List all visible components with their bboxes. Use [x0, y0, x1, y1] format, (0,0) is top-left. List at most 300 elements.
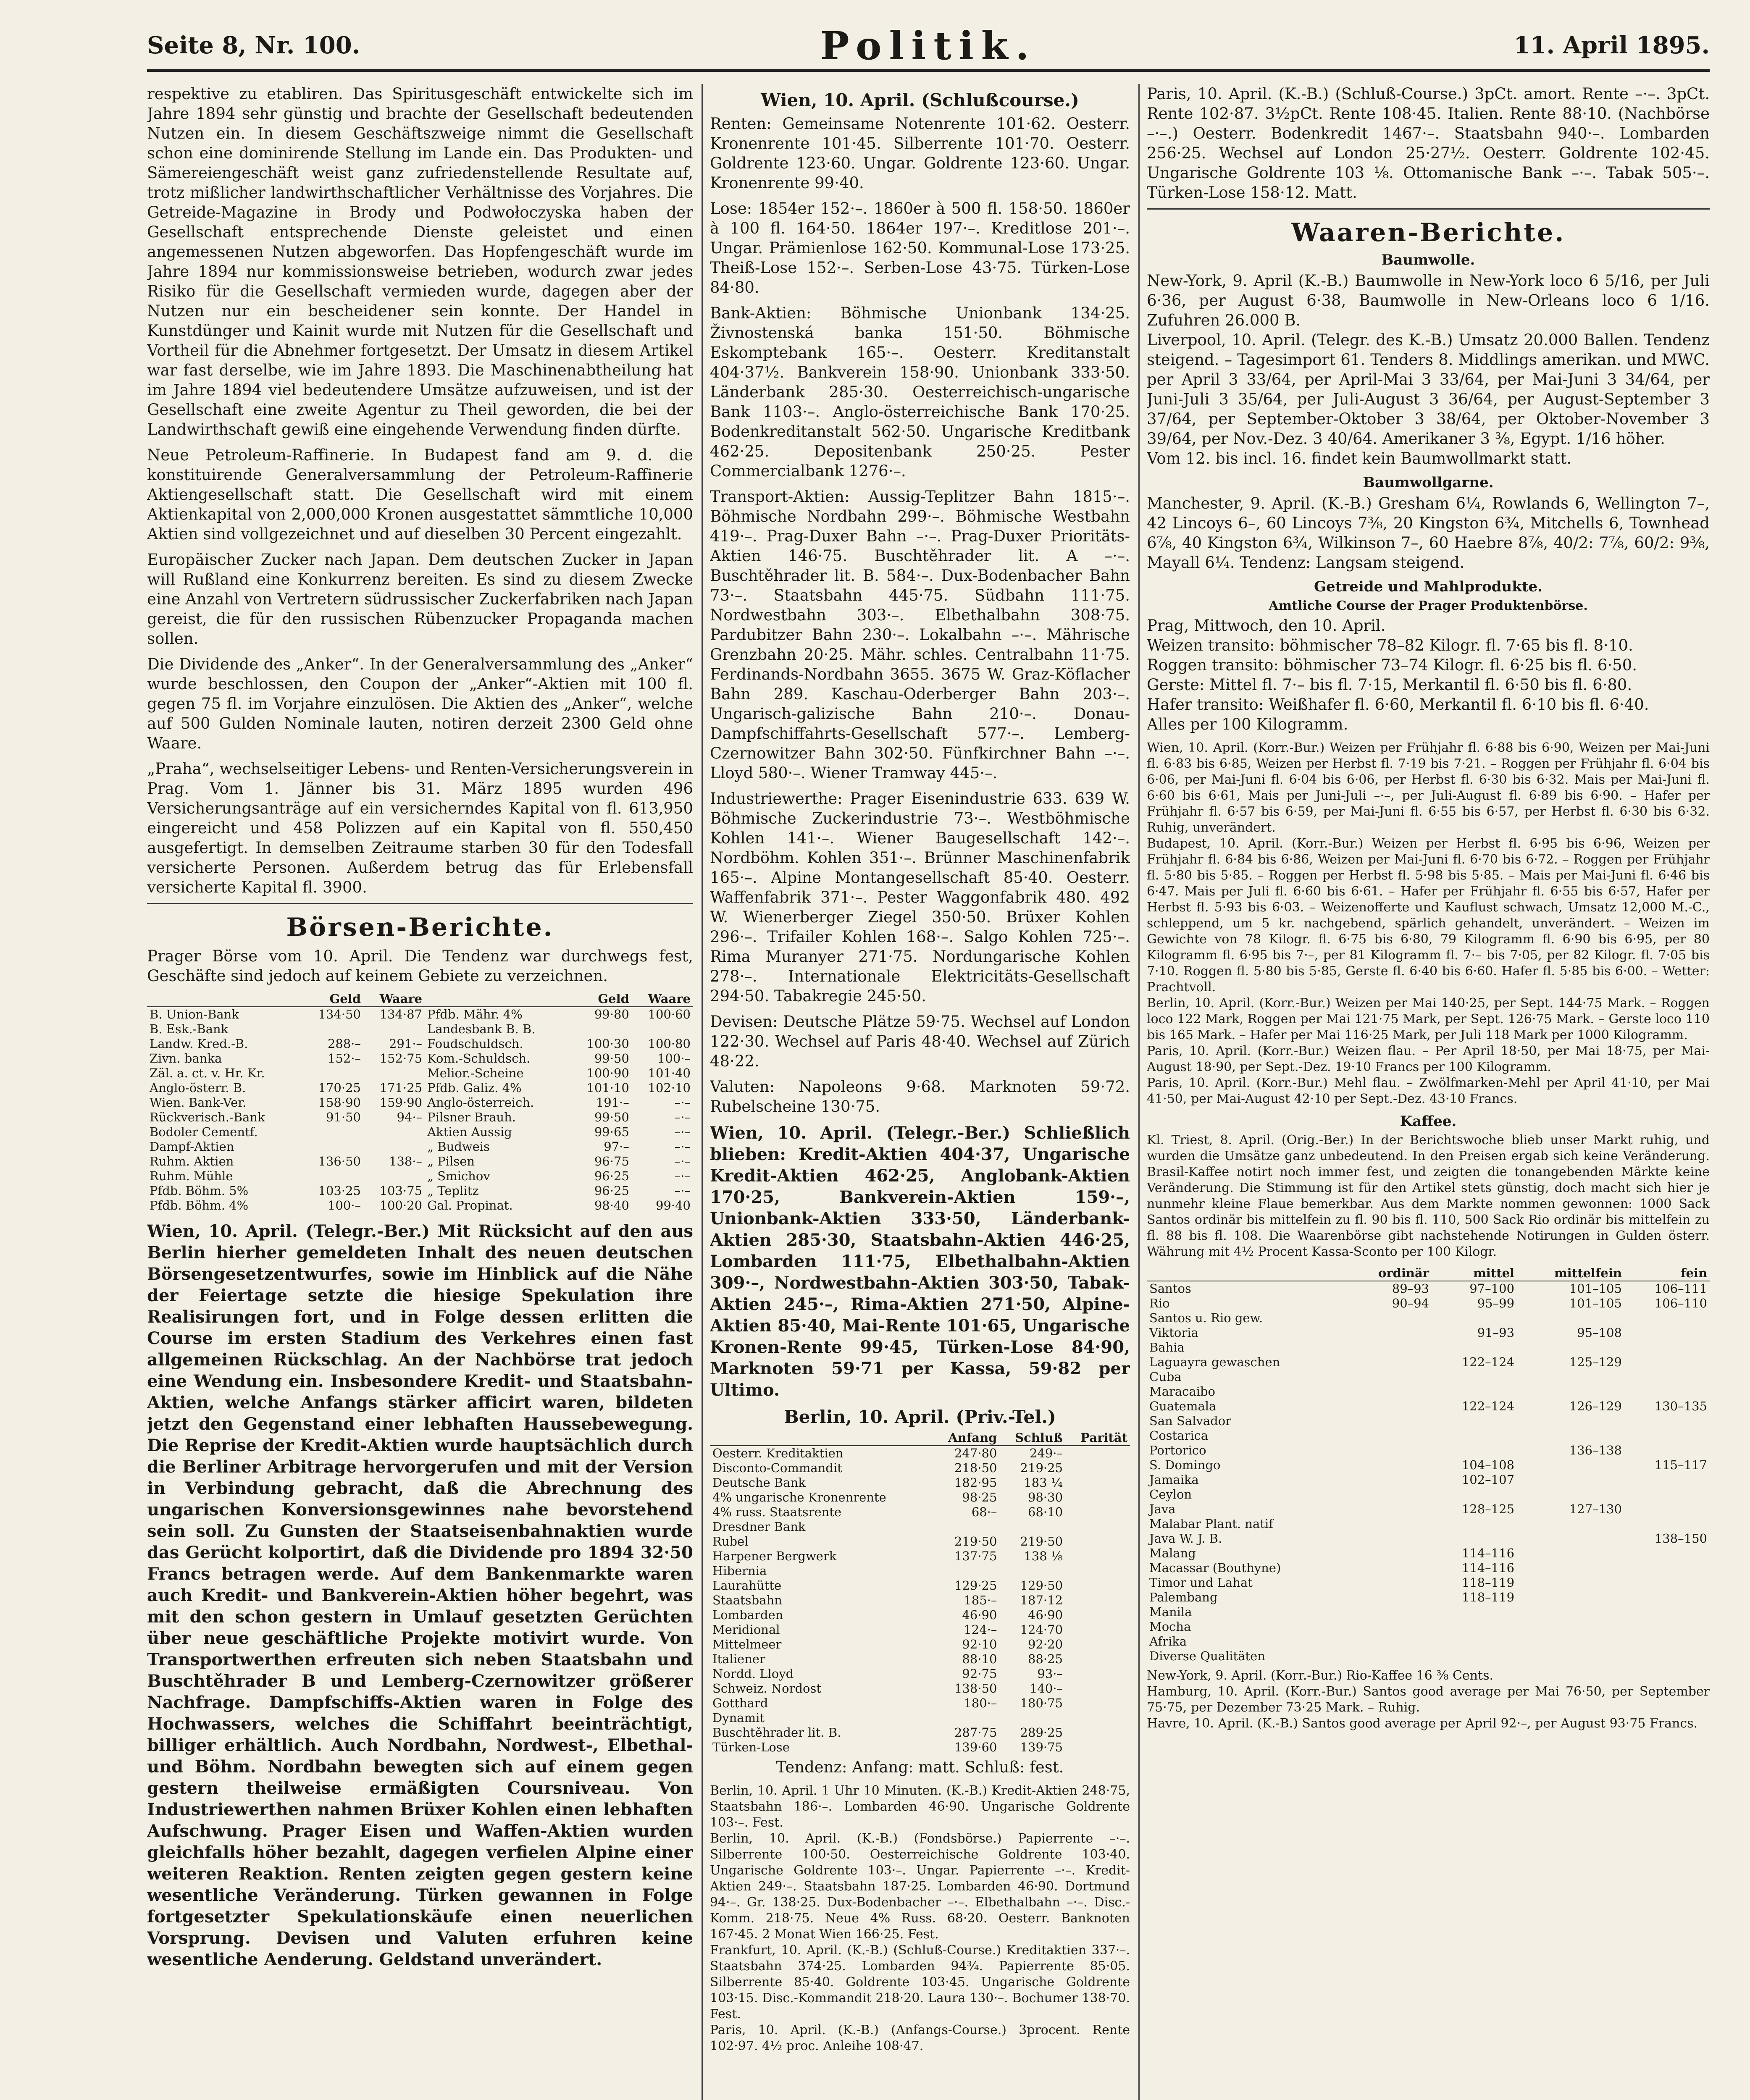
table-cell — [1432, 1443, 1517, 1458]
table-cell: Santos — [1149, 1281, 1191, 1296]
table-cell: 289·25 — [1020, 1725, 1063, 1740]
table-cell: 4% russ. Staatsrente — [712, 1505, 842, 1519]
table-cell: Deutsche Bank — [712, 1475, 806, 1490]
table-cell: Buschtěhrader lit. B. — [712, 1725, 841, 1740]
prague-produce-report: Prag, Mittwoch, den 10. April. Weizen transito: böhmischer 78–82 Kilogr. fl. 7·65 bis fl. 8·10. Roggen transito: böhmischer 73–74 Kilogr. fl. 6·25 bis fl. 6·50. Gerste: Mittel fl. 7·– bis fl. 7·15, Merkantil fl. 6·50 bis fl. 6·80. Hafer transito: Weißhafer fl. 6·60, Merkantil fl. 6·10 bis fl. 6·40. Alles per 100 Kilogramm. — [1147, 617, 1649, 733]
section-divider — [1147, 208, 1710, 210]
page-header — [147, 23, 1710, 72]
table-cell: 138–150 — [1654, 1531, 1707, 1546]
table-cell: 152·75 — [379, 1051, 423, 1066]
table-cell: 128–125 — [1461, 1502, 1515, 1516]
table-cell: B. Union-Bank — [150, 1007, 239, 1021]
table-cell — [1517, 1620, 1624, 1634]
table-cell: 134·50 — [318, 1007, 361, 1021]
berlin-row — [710, 1505, 1130, 1520]
column-header: Anfang — [933, 1431, 1000, 1446]
table-cell — [1065, 1608, 1130, 1622]
trieste-coffee-report: Kl. Triest, 8. April. (Orig.-Ber.) In der Berichtswoche blieb unser Markt ruhig, und wurden die Umsätze ganz unbedeutend. In den Preisen ergab sich keine Veränderung. Brasil-Kaffee notirt noch immer fest, und zeigten die tonangebenden Märkte keine Veränderung. Die Stimmung ist für den Artikel stets günstig, doch macht sich hier je nunmehr kleine Flaue bemerkbar. Aus dem Markte nommen gewonnen: 1000 Sack Santos ordinär bis mittelfein zu fl. 90 bis fl. 110, 500 Sack Rio ordinär bis mittelfein zu fl. 88 bis fl. 108. Die Waarenbörse gibt nachstehende Notirungen in Gulden österr. Währung mit 4½ Procent Kassa-Sconto per 100 Kilogr. — [1147, 1133, 1710, 1259]
table-cell: Dynamit — [712, 1711, 765, 1725]
table-cell: Anglo-österreich. — [427, 1095, 534, 1110]
berlin-row — [710, 1520, 1130, 1534]
table-cell — [1517, 1340, 1624, 1355]
prague-bourse-row — [147, 1066, 693, 1081]
table-cell — [1517, 1649, 1624, 1664]
table-cell: 247·80 — [954, 1446, 997, 1460]
column-header — [710, 1431, 933, 1446]
table-cell — [1624, 1546, 1710, 1561]
table-cell — [1349, 1326, 1432, 1340]
table-cell — [1517, 1575, 1624, 1590]
berlin-row — [710, 1725, 1130, 1740]
valuten-paragraph: Valuten: Napoleons 9·68. Marknoten 59·72. Rubelscheine 130·75. — [710, 1078, 1130, 1116]
coffee-row — [1147, 1590, 1710, 1605]
table-cell: 100·80 — [648, 1037, 691, 1051]
prague-bourse-intro: Prager Börse vom 10. April. Die Tendenz war durchwegs fest, Geschäfte sind jedoch auf keinem Gebiete zu verzeichnen. — [147, 947, 693, 985]
table-cell — [1349, 1311, 1432, 1326]
table-cell: 100·30 — [586, 1037, 629, 1051]
coffee-row — [1147, 1561, 1710, 1575]
table-cell: 152·– — [327, 1051, 361, 1066]
table-cell — [570, 1022, 632, 1037]
section-title: Politik. — [820, 23, 1037, 68]
table-cell: 92·10 — [962, 1637, 997, 1651]
prague-bourse-row — [147, 1139, 693, 1154]
table-cell — [1432, 1620, 1517, 1634]
table-cell: Rio — [1149, 1296, 1170, 1310]
column-header — [147, 992, 302, 1007]
column-header: Waare — [363, 992, 425, 1007]
table-cell: 136·50 — [318, 1154, 361, 1168]
table-cell: –·– — [674, 1154, 691, 1168]
table-cell — [1065, 1711, 1130, 1725]
table-cell — [1432, 1370, 1517, 1384]
table-cell — [363, 1169, 425, 1184]
table-cell: 125–129 — [1569, 1355, 1622, 1369]
column-header: fein — [1624, 1266, 1710, 1281]
table-cell: Macassar (Bouthyne) — [1149, 1561, 1281, 1575]
table-cell — [1349, 1634, 1432, 1649]
table-cell: 114–116 — [1461, 1546, 1515, 1560]
table-cell: Santos u. Rio gew. — [1149, 1311, 1263, 1325]
table-cell — [999, 1564, 1065, 1578]
table-cell: Bahia — [1149, 1340, 1185, 1354]
berlin-row — [710, 1608, 1130, 1622]
table-cell — [302, 1169, 363, 1184]
table-cell: 138·50 — [954, 1681, 997, 1696]
berlin-tendency: Tendenz: Anfang: matt. Schluß: fest. — [776, 1758, 1064, 1776]
table-cell — [1432, 1487, 1517, 1502]
table-cell — [1517, 1634, 1624, 1649]
coffee-row — [1147, 1340, 1710, 1355]
official-prices-heading: Amtliche Course der Prager Produktenbörse. — [1269, 598, 1588, 613]
table-cell — [1065, 1461, 1130, 1475]
table-cell: 183 ¼ — [1024, 1475, 1063, 1490]
berlin-row — [710, 1667, 1130, 1681]
table-cell: Malabar Plant. natif — [1149, 1517, 1273, 1531]
coffee-row — [1147, 1311, 1710, 1326]
berlin-title: Berlin, 10. April. (Priv.-Tel.) — [784, 1407, 1056, 1427]
table-cell: 101·40 — [648, 1066, 691, 1080]
table-cell: –·– — [674, 1095, 691, 1110]
table-cell — [1432, 1340, 1517, 1355]
table-cell — [1432, 1517, 1517, 1531]
foreign-bourse-reports: Berlin, 10. April. 1 Uhr 10 Minuten. (K.-B.) Kredit-Aktien 248·75, Staatsbahn 186·–. Lombarden 46·90. Ungarische Goldrente 103·–. Fest. Berlin, 10. April. (K.-B.) (Fondsbörse.) Papierrente –·–. Silberrente 100·50. Oesterreichische Goldrente 103·40. Ungarische Goldrente 103·–. Ungar. Papierrente –·–. Kredit-Aktien 249·–. Staatsbahn 187·25. Lombarden 46·90. Dortmund 94·–. Gr. 138·25. Dux-Bodenbacher –·–. Elbethalbahn –·–. Disc.-Komm. 218·75. Neue 4% Russ. 68·20. Oesterr. Banknoten 167·45. 2 Monat Wien 166·25. Fest. Frankfurt, 10. April. (K.-B.) (Schluß-Course.) Kreditaktien 337·–. Staatsbahn 374·25. Lombarden 94¾. Papierrente 85·05. Silberrente 85·40. Goldrente 103·45. Ungarische Goldrente 103·15. Disc.-Kommandit 218·20. Laura 130·–. Bochumer 138·70. Fest. Paris, 10. April. (K.-B.) (Anfangs-Course.) 3procent. Rente 102·97. 4½ proc. Anleihe 108·47. — [710, 1783, 1130, 2053]
table-cell: 4% ungarische Kronenrente — [712, 1490, 886, 1504]
table-cell — [1065, 1622, 1130, 1637]
table-cell — [1432, 1311, 1517, 1326]
prague-bourse-row — [147, 1051, 693, 1066]
table-cell — [1349, 1355, 1432, 1370]
table-cell: Diverse Qualitäten — [1149, 1649, 1265, 1663]
berlin-row — [710, 1696, 1130, 1711]
table-cell — [1065, 1534, 1130, 1549]
column-1 — [147, 84, 693, 2100]
coffee-row — [1147, 1384, 1710, 1399]
table-cell — [1065, 1637, 1130, 1652]
bourse-reports-title: Börsen-Berichte. — [286, 913, 554, 942]
coffee-row — [1147, 1399, 1710, 1414]
table-cell: Timor und Lahat — [1149, 1575, 1253, 1590]
table-cell — [1517, 1517, 1624, 1531]
table-cell — [363, 1066, 425, 1081]
table-cell: Ruhm. Aktien — [150, 1154, 234, 1168]
table-cell: 118–119 — [1461, 1590, 1515, 1604]
table-cell: 158·90 — [318, 1095, 361, 1110]
column-2 — [710, 84, 1130, 2100]
table-cell: 95–108 — [1577, 1326, 1622, 1340]
table-cell: 137·75 — [954, 1549, 997, 1563]
table-cell: 98·25 — [962, 1490, 997, 1504]
table-cell — [1624, 1311, 1710, 1326]
column-header: Geld — [302, 992, 363, 1007]
prague-bourse-table — [147, 992, 693, 1213]
table-cell: 187·12 — [1020, 1593, 1063, 1607]
table-cell: 159·90 — [379, 1095, 423, 1110]
article-paragraph: Die Dividende des „Anker“. In der Generalversammlung des „Anker“ wurde beschlossen, den Coupon der „Anker“-Aktien mit 100 fl. gegen 75 fl. im Vorjahre einzulösen. Die Aktien des „Anker“, welche auf 500 Gulden Nominale lauten, notiren derzeit 2300 Geld ohne Waare. — [147, 655, 693, 752]
cotton-report: New-York, 9. April (K.-B.) Baumwolle in New-York loco 6 5/16, per Juli 6·36, per August 6·38, Baumwolle in New-Orleans loco 6 1/16. Zufuhren 26.000 B. Liverpool, 10. April. (Telegr. des K.-B.) Umsatz 20.000 Ballen. Tendenz steigend. – Tagesimport 61. Tenders 8. Middlings amerikan. und MWC. per April 3 33/64, per April-Mai 3 33/64, per Mai-Juni 3 34/64, per Juni-Juli 3 35/64, per Juli-August 3 36/64, per August-September 3 37/64, per September-Oktober 3 38/64, per Oktober-November 3 39/64, per Nov.-Dez. 3 40/64. Amerikaner 3 ⅜, Egypt. 1/16 höher. Vom 12. bis incl. 16. findet kein Baumwollmarkt statt. — [1147, 272, 1710, 467]
table-cell: 291·– — [389, 1037, 423, 1051]
table-cell: Maracaibo — [1149, 1384, 1215, 1399]
table-cell: Java — [1149, 1502, 1176, 1516]
table-cell — [1349, 1399, 1432, 1414]
table-cell — [1349, 1590, 1432, 1605]
table-cell — [1624, 1575, 1710, 1590]
table-cell: 99·50 — [594, 1110, 629, 1124]
table-cell — [302, 1022, 363, 1037]
table-cell: 91·50 — [326, 1110, 361, 1124]
table-cell: 139·75 — [1020, 1740, 1063, 1754]
table-cell: 98·40 — [594, 1198, 629, 1213]
coffee-row — [1147, 1487, 1710, 1502]
bank-shares-paragraph: Bank-Aktien: Böhmische Unionbank 134·25. Živnostenská banka 151·50. Böhmische Eskomptebank 165·–. Oesterr. Kreditanstalt 404·37½. Bankverein 158·90. Unionbank 333·50. Länderbank 285·30. Oesterreichisch-ungarische Bank 1103·–. Anglo-österreichische Bank 170·25. Bodenkreditanstalt 562·50. Ungarische Kreditbank 462·25. Depositenbank 250·25. Pester Commercialbank 1276·–. — [710, 304, 1130, 480]
cotton-yarn-report: Manchester, 9. April. (K.-B.) Gresham 6¼, Rowlands 6, Wellington 7–, 42 Lincoys 6–, 60 Lincoys 7⅜, 20 Kingston 6¾, Mitchells 6, Townhead 6⅞, 40 Kingston 6¾, Wilkinson 7–, 60 Haebre 8⅞, 40/2: 7⅞, 60/2: 9⅜, Mayall 6¼. Tendenz: Langsam steigend. — [1147, 494, 1710, 572]
table-cell: Pfdb. Böhm. 4% — [150, 1198, 249, 1213]
table-cell — [1432, 1531, 1517, 1546]
table-cell: Landesbank B. B. — [427, 1022, 536, 1036]
table-cell: Dampf-Aktien — [150, 1139, 234, 1154]
coffee-row — [1147, 1428, 1710, 1443]
cotton-yarn-heading: Baumwollgarne. — [1363, 474, 1494, 491]
table-cell: 106–110 — [1654, 1296, 1707, 1310]
coffee-row — [1147, 1502, 1710, 1517]
table-cell — [1432, 1384, 1517, 1399]
column-divider — [1138, 84, 1140, 2100]
table-cell: 98·30 — [1028, 1490, 1063, 1504]
table-cell — [1517, 1384, 1624, 1399]
coffee-row — [1147, 1370, 1710, 1384]
table-cell: 99·40 — [655, 1198, 691, 1213]
table-cell — [1517, 1590, 1624, 1605]
table-cell — [1065, 1725, 1130, 1740]
table-cell — [1517, 1561, 1624, 1575]
table-cell: 90–94 — [1392, 1296, 1429, 1310]
table-cell: Italiener — [712, 1652, 765, 1666]
table-cell — [1624, 1414, 1710, 1428]
coffee-row — [1147, 1531, 1710, 1546]
table-cell: 219·50 — [1020, 1534, 1063, 1549]
berlin-row — [710, 1461, 1130, 1475]
table-cell — [1349, 1561, 1432, 1575]
table-cell — [1624, 1473, 1710, 1487]
table-cell: 102·10 — [648, 1081, 691, 1095]
table-cell — [1432, 1605, 1517, 1620]
table-cell: Meridional — [712, 1622, 780, 1637]
column-header: mittel — [1432, 1266, 1517, 1281]
coffee-row — [1147, 1281, 1710, 1296]
table-cell — [1349, 1487, 1432, 1502]
table-cell — [1624, 1340, 1710, 1355]
table-cell: Pfdb. Galiz. 4% — [427, 1081, 522, 1095]
table-cell — [933, 1711, 1000, 1725]
article-paragraph: respektive zu etabliren. Das Spiritusgeschäft entwickelte sich im Jahre 1894 sehr günstig und brachte der Gesellschaft bedeutenden Nutzen ein. In diesem Geschäftszweige nimmt die Gesellschaft schon eine dominirende Stellung im Lande ein. Das Produkten- und Sämereiengeschäft weist ganz zufriedenstellende Resultate auf, trotz mißlicher landwirthschaftlicher Verhältnisse des Vorjahres. Die Getreide-Magazine in Brody und Podwołoczyska haben der Gesellschaft entsprechende Dienste geleistet und einen angemessenen Nutzen abgeworfen. Das Hopfengeschäft wurde im Jahre 1894 nur kommissionsweise betrieben, wodurch zwar jedes Risiko für die Gesellschaft vermieden wurde, dagegen aber der Nutzen nur ein bescheidener sein konnte. Der Handel in Kunstdünger und Kainit wurde mit Nutzen für die Gesellschaft und Vortheil für die Abnehmer fortgesetzt. Der Umsatz in diesem Artikel war fast derselbe, wie im Jahre 1893. Die Maschinenabtheilung hat im Jahre 1894 viel bedeutendere Umsätze aufzuweisen, und ist der Gesellschaft eine zweite Agentur zu Theil geworden, die bei der Landwirthschaft gewiß eine eingehende Verwendung finden dürfte. — [147, 85, 693, 438]
table-cell: 92·20 — [1028, 1637, 1063, 1651]
table-cell: 91–93 — [1477, 1326, 1515, 1340]
column-header: ordinär — [1349, 1266, 1432, 1281]
table-cell — [1349, 1575, 1432, 1590]
table-cell — [1349, 1370, 1432, 1384]
paris-bourse-report: Paris, 10. April. (K.-B.) (Schluß-Course.) 3pCt. amort. Rente –·–. 3pCt. Rente 102·87. 3½pCt. Rente 108·45. Italien. Rente 88·10. (Nachbörse –·–.) Oesterr. Bodenkredit 1467·–. Staatsbahn 940·–. Lombarden 256·25. Wechsel auf London 25·27½. Oesterr. Goldrente 102·45. Ungarische Goldrente 103 ⅛. Ottomanische Bank –·–. Tabak 505·–. Türken-Lose 158·12. Matt. — [1147, 85, 1710, 202]
table-cell: 287·75 — [954, 1725, 997, 1740]
table-cell: Zäl. a. ct. v. Hr. Kr. — [150, 1066, 265, 1080]
table-cell: Pfdb. Böhm. 5% — [150, 1184, 249, 1198]
table-cell: 89–93 — [1392, 1281, 1429, 1296]
table-cell: Oesterr. Kreditaktien — [712, 1446, 843, 1460]
table-cell — [1624, 1605, 1710, 1620]
table-cell — [302, 1125, 363, 1139]
table-cell: Gal. Propinat. — [427, 1198, 513, 1213]
table-cell: 99·65 — [594, 1125, 629, 1139]
berlin-row — [710, 1652, 1130, 1667]
table-cell: 100·60 — [648, 1007, 691, 1021]
coffee-row — [1147, 1414, 1710, 1428]
berlin-row — [710, 1564, 1130, 1578]
table-cell — [1432, 1414, 1517, 1428]
column-3 — [1147, 84, 1710, 2100]
table-cell: Disconto-Commandit — [712, 1461, 842, 1475]
table-cell: 140·– — [1029, 1681, 1063, 1696]
table-cell — [1349, 1443, 1432, 1458]
table-cell: 100·– — [657, 1051, 691, 1066]
grain-heading: Getreide und Mahlprodukte. — [1314, 578, 1543, 595]
table-cell: 96·75 — [594, 1154, 629, 1168]
column-header: Waare — [632, 992, 693, 1007]
table-cell: Laguayra gewaschen — [1149, 1355, 1280, 1369]
table-cell: 101–105 — [1569, 1281, 1622, 1296]
table-cell — [1065, 1490, 1130, 1505]
prague-bourse-row — [147, 1154, 693, 1169]
table-cell — [999, 1520, 1065, 1534]
table-cell: Türken-Lose — [712, 1740, 790, 1754]
table-cell: 129·25 — [954, 1578, 997, 1593]
table-cell — [363, 1125, 425, 1139]
table-cell — [1432, 1649, 1517, 1664]
table-cell: 138·– — [389, 1154, 423, 1168]
table-cell — [1065, 1652, 1130, 1667]
table-cell — [1065, 1578, 1130, 1593]
prague-bourse-row — [147, 1007, 693, 1022]
berlin-row — [710, 1593, 1130, 1608]
table-cell: 101·10 — [586, 1081, 629, 1095]
table-cell: Mocha — [1149, 1620, 1191, 1634]
table-cell — [363, 1139, 425, 1154]
coffee-row — [1147, 1443, 1710, 1458]
table-cell — [1624, 1561, 1710, 1575]
table-cell: 134·87 — [379, 1007, 423, 1021]
table-cell: 180·75 — [1020, 1696, 1063, 1710]
table-cell — [1517, 1370, 1624, 1384]
vienna-bourse-report: Wien, 10. April. (Telegr.-Ber.) Mit Rücksicht auf den aus Berlin hierher gemeldeten Inhalt des neuen deutschen Börsengesetzentwurfes, sowie im Hinblick auf die Nähe der Feiertage setzte die hiesige Spekulation ihre Realisirungen fort, und in Folge dessen erlitten die Course im ersten Stadium des Verkehres einen fast allgemeinen Rückschlag. An der Nachbörse trat jedoch eine Wendung ein. Insbesondere Kredit- und Staatsbahn-Aktien, welche Anfangs stärker afficirt waren, bildeten jetzt den Gegenstand einer lebhaften Haussebewegung. Die Reprise der Kredit-Aktien wurde hauptsächlich durch die Berliner Arbitrage hervorgerufen und mit der Version in Verbindung gebracht, daß die Abrechnung des ungarischen Konversionsgewinnes nahe bevorstehend sein soll. Zu Gunsten der Staatseisenbahnaktien wurde das Gerücht kolportirt, daß die Dividende pro 1894 32·50 Francs betragen werde. Auf dem Bankenmarkte waren auch Kredit- und Bankverein-Aktien höher begehrt, was mit den schon gestern in Umlauf gesetzten Gerüchten über neue geschäftliche Projekte motivirt wurde. Von Transportwerthen erfreuten sich neben Staatsbahn und Buschtěhrader B und Lemberg-Czernowitzer größerer Nachfrage. Dampfschiffs-Aktien waren in Folge des Hochwassers, welches die Schiffahrt beeinträchtigt, billiger erhältlich. Auch Nordbahn, Nordwest-, Elbethal- und Böhm. Nordbahn bewegten sich auf einem gegen gestern theilweise ermäßigten Coursniveau. Von Industriewerthen nahmen Brüxer Kohlen einen lebhaften Aufschwung. Prager Eisen und Waffen-Aktien wurden gleichfalls höher bezahlt, dagegen verfielen Alpine einer weiteren Reaktion. Renten zeigten gegen gestern keine wesentliche Veränderung. Türken gewannen in Folge fortgesetzter Spekulationskäufe einen neuerlichen Vorsprung. Devisen und Valuten erfuhren keine wesentliche Aenderung. Geldstand unverändert. — [147, 1221, 693, 1969]
table-cell: 170·25 — [318, 1081, 361, 1095]
table-cell: 114–116 — [1461, 1561, 1515, 1575]
coffee-row — [1147, 1458, 1710, 1473]
table-cell: Landw. Kred.-B. — [150, 1037, 248, 1051]
prague-bourse-row — [147, 1095, 693, 1110]
table-cell — [1349, 1649, 1432, 1664]
table-cell — [1624, 1517, 1710, 1531]
table-cell — [1517, 1531, 1624, 1546]
table-cell: Java W. J. B. — [1149, 1531, 1222, 1546]
table-cell: Pilsner Brauh. — [427, 1110, 516, 1124]
table-cell: Cuba — [1149, 1370, 1182, 1384]
table-cell: Foudschuldsch. — [427, 1037, 523, 1051]
table-cell: Portorico — [1149, 1443, 1206, 1457]
table-cell: Staatsbahn — [712, 1593, 782, 1607]
table-cell: Laurahütte — [712, 1578, 782, 1593]
table-cell — [1349, 1517, 1432, 1531]
column-header: Geld — [570, 992, 632, 1007]
table-cell: 124·70 — [1020, 1622, 1063, 1637]
article-paragraph: „Praha“, wechselseitiger Lebens- und Renten-Versicherungsverein in Prag. Vom 1. Jänner bis 31. März 1895 wurden 496 Versicherungsanträge auf ein versicherndes Kapital von fl. 613,950 eingereicht und 458 Polizzen auf ein Kapital von fl. 550,450 ausgefertigt. In demselben Zeitraume starben 30 für den Todesfall versicherte Personen. Außerdem betrug das für Erlebensfall versicherte Kapital fl. 3900. — [147, 760, 693, 896]
table-cell: Manila — [1149, 1605, 1192, 1619]
table-cell: Bodoler Cementf. — [150, 1125, 258, 1139]
transport-shares-paragraph: Transport-Aktien: Aussig-Teplitzer Bahn 1815·–. Böhmische Nordbahn 299·–. Böhmische Westbahn 419·–. Prag-Duxer Bahn –·–. Prag-Duxer Prioritäts-Aktien 146·75. Buschtěhrader lit. A –·–. Buschtěhrader lit. B. 584·–. Dux-Bodenbacher Bahn 73·–. Staatsbahn 445·75. Südbahn 111·75. Nordwestbahn 303·–. Elbethalbahn 308·75. Pardubitzer Bahn 230·–. Lokalbahn –·–. Mährische Grenzbahn 20·25. Mähr. schles. Centralbahn 11·75. Ferdinands-Nordbahn 3655. 3675 W. Graz-Köflacher Bahn 289. Kaschau-Oderberger Bahn 203·–. Ungarisch-galizische Bahn 210·–. Donau-Dampfschiffahrts-Gesellschaft 577·–. Lemberg-Czernowitzer Bahn 302·50. Fünfkirchner Bahn –·–. Lloyd 580·–. Wiener Tramway 445·–. — [710, 488, 1130, 782]
coffee-row — [1147, 1649, 1710, 1664]
page-number: Seite 8, Nr. 100. — [147, 32, 360, 59]
table-cell: –·– — [674, 1184, 691, 1198]
berlin-row — [710, 1475, 1130, 1490]
table-cell: –·– — [674, 1139, 691, 1154]
table-cell: Afrika — [1149, 1634, 1187, 1648]
table-cell — [1517, 1473, 1624, 1487]
table-cell — [1624, 1355, 1710, 1370]
table-cell: Palembang — [1149, 1590, 1218, 1604]
table-cell: Guatemala — [1149, 1399, 1217, 1413]
table-cell: Dresdner Bank — [712, 1520, 806, 1534]
table-cell: 106–111 — [1654, 1281, 1707, 1296]
table-cell — [1065, 1593, 1130, 1608]
table-cell: Costarica — [1149, 1428, 1209, 1443]
table-cell: 219·25 — [1020, 1461, 1063, 1475]
table-cell — [1349, 1502, 1432, 1517]
table-cell: 94·– — [397, 1110, 423, 1124]
table-cell: 139·60 — [954, 1740, 997, 1754]
table-cell — [1624, 1502, 1710, 1517]
prague-bourse-row — [147, 1081, 693, 1095]
berlin-row — [710, 1534, 1130, 1549]
table-cell: 100·– — [327, 1198, 361, 1213]
berlin-row — [710, 1711, 1130, 1725]
table-cell — [1624, 1384, 1710, 1399]
coffee-row — [1147, 1517, 1710, 1531]
table-cell: 118–119 — [1461, 1575, 1515, 1590]
table-cell: 182·95 — [954, 1475, 997, 1490]
table-cell: Anglo-österr. B. — [150, 1081, 246, 1095]
table-cell — [1065, 1549, 1130, 1564]
table-cell — [363, 1022, 425, 1037]
table-cell — [1624, 1487, 1710, 1502]
table-cell — [1349, 1458, 1432, 1473]
vienna-closing-title: Wien, 10. April. (Schlußcourse.) — [761, 90, 1079, 110]
table-cell — [1517, 1311, 1624, 1326]
table-cell: Schweiz. Nordost — [712, 1681, 822, 1696]
table-cell: 100·90 — [586, 1066, 629, 1080]
table-cell — [1065, 1740, 1130, 1755]
coffee-row — [1147, 1296, 1710, 1311]
table-cell: 122–124 — [1461, 1399, 1515, 1413]
table-cell: 99·50 — [594, 1051, 629, 1066]
table-cell: San Salvador — [1149, 1414, 1232, 1428]
berlin-row — [710, 1549, 1130, 1564]
renten-paragraph: Renten: Gemeinsame Notenrente 101·62. Oesterr. Kronenrente 101·45. Silberrente 101·70. Oesterr. Goldrente 123·60. Ungar. Goldrente 123·60. Ungar. Kronenrente 99·40. — [710, 115, 1130, 192]
table-cell: 115–117 — [1654, 1458, 1707, 1472]
prague-bourse-row — [147, 1022, 693, 1037]
table-cell: 104–108 — [1461, 1458, 1515, 1472]
grain-markets-report: Wien, 10. April. (Korr.-Bur.) Weizen per Frühjahr fl. 6·88 bis 6·90, Weizen per Mai-Juni fl. 6·83 bis 6·85, Weizen per Herbst fl. 7·19 bis 7·21. – Roggen per Frühjahr fl. 6·04 bis 6·06, per Mai-Juni fl. 6·04 bis 6·06, per Herbst fl. 6·30 bis 6·32. Mais per Mai-Juni fl. 6·60 bis 6·61, Mais per Juni-Juli –·–, per Juli-August fl. 6·89 bis 6·90. – Hafer per Frühjahr fl. 6·57 bis 6·59, per Mai-Juni fl. 6·55 bis 6·57, per Herbst fl. 6·30 bis 6·32. Ruhig, unverändert. Budapest, 10. April. (Korr.-Bur.) Weizen per Herbst fl. 6·95 bis 6·96, Weizen per Frühjahr fl. 6·84 bis 6·86, Weizen per Mai-Juni fl. 6·70 bis 6·72. – Roggen per Frühjahr fl. 5·80 bis 5·85. – Roggen per Herbst fl. 5·98 bis 5·85. – Mais per Mai-Juni fl. 6·46 bis 6·47. Mais per Juli fl. 6·60 bis 6·61. – Hafer per Frühjahr fl. 6·55 bis 6·57, Hafer per Herbst fl. 5·93 bis 6·03. – Weizenofferte und Kauflust schwach, Umsatz 12,000 M.-C., schleppend, um 5 kr. nachgebend, spärlich gehandelt, unverändert. – Weizen im Gewichte von 78 Kilogr. fl. 6·75 bis 6·80, 79 Kilogramm fl. 6·90 bis 6·95, per 80 Kilogramm fl. 6·95 bis 7·–, per 81 Kilogramm fl. 7·– bis 7·05, per 82 Kilogr. fl. 7·05 bis 7·10. Roggen fl. 5·80 bis 5·85, Gerste fl. 6·40 bis 6·60. Hafer fl. 5·85 bis 6·00. – Wetter: Prachtvoll. Berlin, 10. April. (Korr.-Bur.) Weizen per Mai 140·25, per Sept. 144·75 Mark. – Roggen loco 122 Mark, Roggen per Mai 121·75 Mark, per Sept. 126·75 Mark. – Gerste loco 110 bis 165 Mark. – Hafer per Mai 116·25 Mark, per Juli 118 Mark per 1000 Kilogramm. Paris, 10. April. (Korr.-Bur.) Weizen flau. – Per April 18·50, per Mai 18·75, per Mai-August 18·90, per Sept.-Dez. 19·10 Francs per 100 Kilogramm. Paris, 10. April. (Korr.-Bur.) Mehl flau. – Zwölfmarken-Mehl per April 41·10, per Mai 41·50, per Mai-August 42·10 per Sept.-Dez. 43·10 Francs. — [1147, 740, 1710, 1106]
table-cell — [1349, 1546, 1432, 1561]
table-cell — [1349, 1384, 1432, 1399]
table-cell: 130–135 — [1654, 1399, 1707, 1413]
coffee-row — [1147, 1355, 1710, 1370]
table-cell: 68·– — [971, 1505, 997, 1519]
table-cell: Rückverisch.-Bank — [150, 1110, 265, 1124]
coffee-row — [1147, 1473, 1710, 1487]
berlin-row — [710, 1578, 1130, 1593]
table-cell: –·– — [674, 1125, 691, 1139]
commodity-reports-title: Waaren-Berichte. — [1291, 218, 1566, 247]
prague-bourse-row — [147, 1169, 693, 1184]
article-paragraph: Neue Petroleum-Raffinerie. In Budapest fand am 9. d. die konstituirende Generalversammlung der Petroleum-Raffinerie Aktiengesellschaft statt. Die Gesellschaft wird mit einem Aktienkapital von 2,000,000 Kronen ausgestattet sämmtliche 10,000 Aktien sind vollgezeichnet und auf dieselben 30 Percent eingezahlt. — [147, 446, 693, 543]
table-cell: 185·– — [964, 1593, 997, 1607]
table-cell: 191·– — [596, 1095, 629, 1110]
table-cell: 138 ⅛ — [1024, 1549, 1063, 1563]
table-cell: 218·50 — [954, 1461, 997, 1475]
table-cell: „ Budweis — [427, 1139, 490, 1154]
berlin-row — [710, 1740, 1130, 1755]
table-cell — [1624, 1370, 1710, 1384]
table-cell — [1349, 1340, 1432, 1355]
issue-date: 11. April 1895. — [1514, 32, 1710, 59]
berlin-row — [710, 1622, 1130, 1637]
